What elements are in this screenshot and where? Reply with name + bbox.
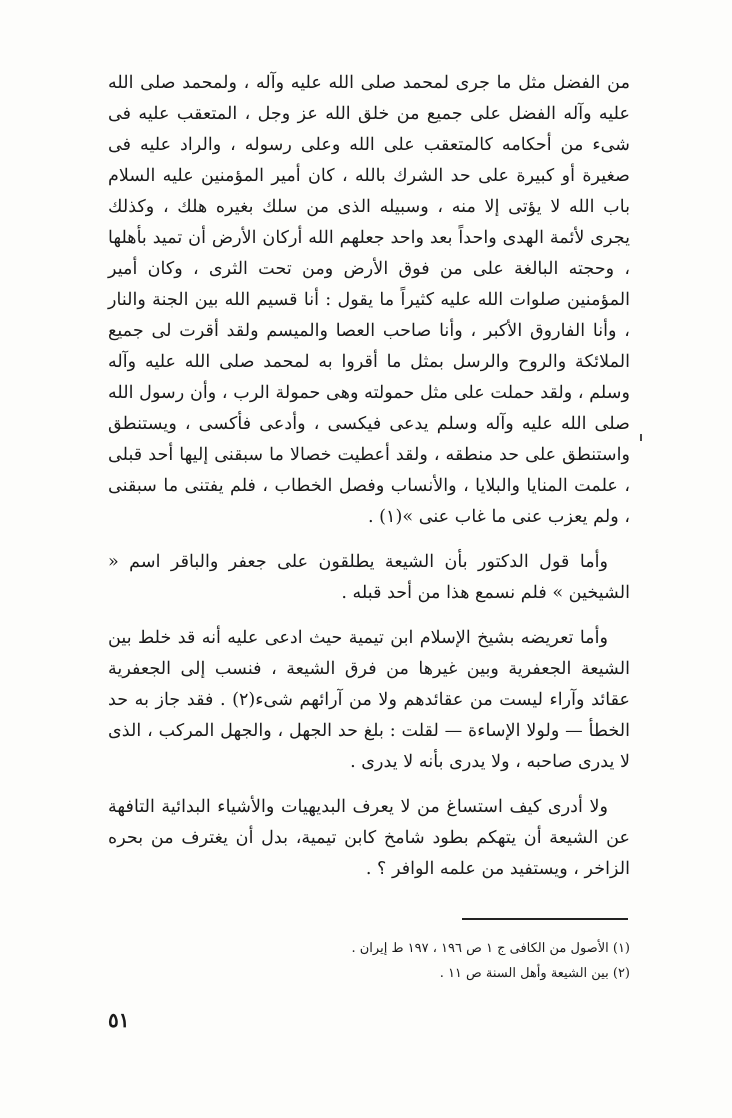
paragraph-2: وأما قول الدكتور بأن الشيعة يطلقون على جعفر والباقر اسم « الشيخين » فلم نسمع هذا من أحد قبله . <box>108 552 630 603</box>
paragraph-3: وأما تعريضه بشيخ الإسلام ابن تيمية حيث ادعى عليه أنه قد خلط بين الشيعة الجعفرية وبين غيرها من فرق الشيعة ، فنسب إلى الجعفرية عقائد وآراء ليست من عقائدهم ولا من آرائهم شىء(٢) . فقد جاز به حد الخطأ — ولولا الإساءة — لقلت : بلغ حد الجهل ، والجهل المركب ، الذى لا يدرى صاحبه ، ولا يدرى بأنه لا يدرى . <box>108 628 630 772</box>
margin-mark <box>640 434 642 441</box>
footnote-separator <box>462 918 628 920</box>
paragraph-1: من الفضل مثل ما جرى لمحمد صلى الله عليه وآله ، ولمحمد صلى الله عليه وآله الفضل على جميع من خلق الله عز وجل ، المتعقب عليه فى شىء من أحكامه كالمتعقب على الله وعلى رسوله ، والراد عليه فى صغيرة أو كبيرة على حد الشرك بالله ، كان أمير المؤمنين عليه السلام باب الله لا يؤتى إلا منه ، وسبيله الذى من سلك بغيره هلك ، وكذلك يجرى لأئمة الهدى واحداً بعد واحد جعلهم الله أركان الأرض أن تميد بأهلها ، وحجته البالغة على من فوق الأرض ومن تحت الثرى ، وكان أمير المؤمنين صلوات الله عليه كثيراً ما يقول : أنا قسيم الله بين الجنة والنار ، وأنا الفاروق الأكبر ، وأنا صاحب العصا والميسم ولقد أقرت لى جميع الملائكة والروح والرسل بمثل ما أقروا به لمحمد صلى الله عليه وآله وسلم ، ولقد حملت على مثل حمولته وهى حمولة الرب ، وأن رسول الله صلى الله عليه وآله وسلم يدعى فيكسى ، وأدعى فأكسى ، ويستنطق واستنطق على حد منطقه ، ولقد أعطيت خصالا ما سبقنى إليها أحد قبلى ، علمت المنايا والبلايا ، والأنساب وفصل الخطاب ، فلم يفتنى ما سبقنى ، ولم يعزب عنى ما غاب عنى »(١) . <box>108 73 630 527</box>
footnote-1: (١) الأصول من الكافى ج ١ ص ١٩٦ ، ١٩٧ ط إيران . <box>351 941 630 956</box>
paragraph-4: ولا أدرى كيف استساغ من لا يعرف البديهيات والأشياء البدائية التافهة عن الشيعة أن يتهكم بطود شامخ كابن تيمية، بدل أن يغترف من بحره الزاخر ، ويستفيد من علمه الوافر ؟ . <box>108 797 630 879</box>
page-number: ٥١ <box>108 1008 130 1032</box>
main-text <box>108 68 630 885</box>
footnotes <box>108 936 630 986</box>
footnote-2: (٢) بين الشيعة وأهل السنة ص ١١ . <box>439 966 630 981</box>
